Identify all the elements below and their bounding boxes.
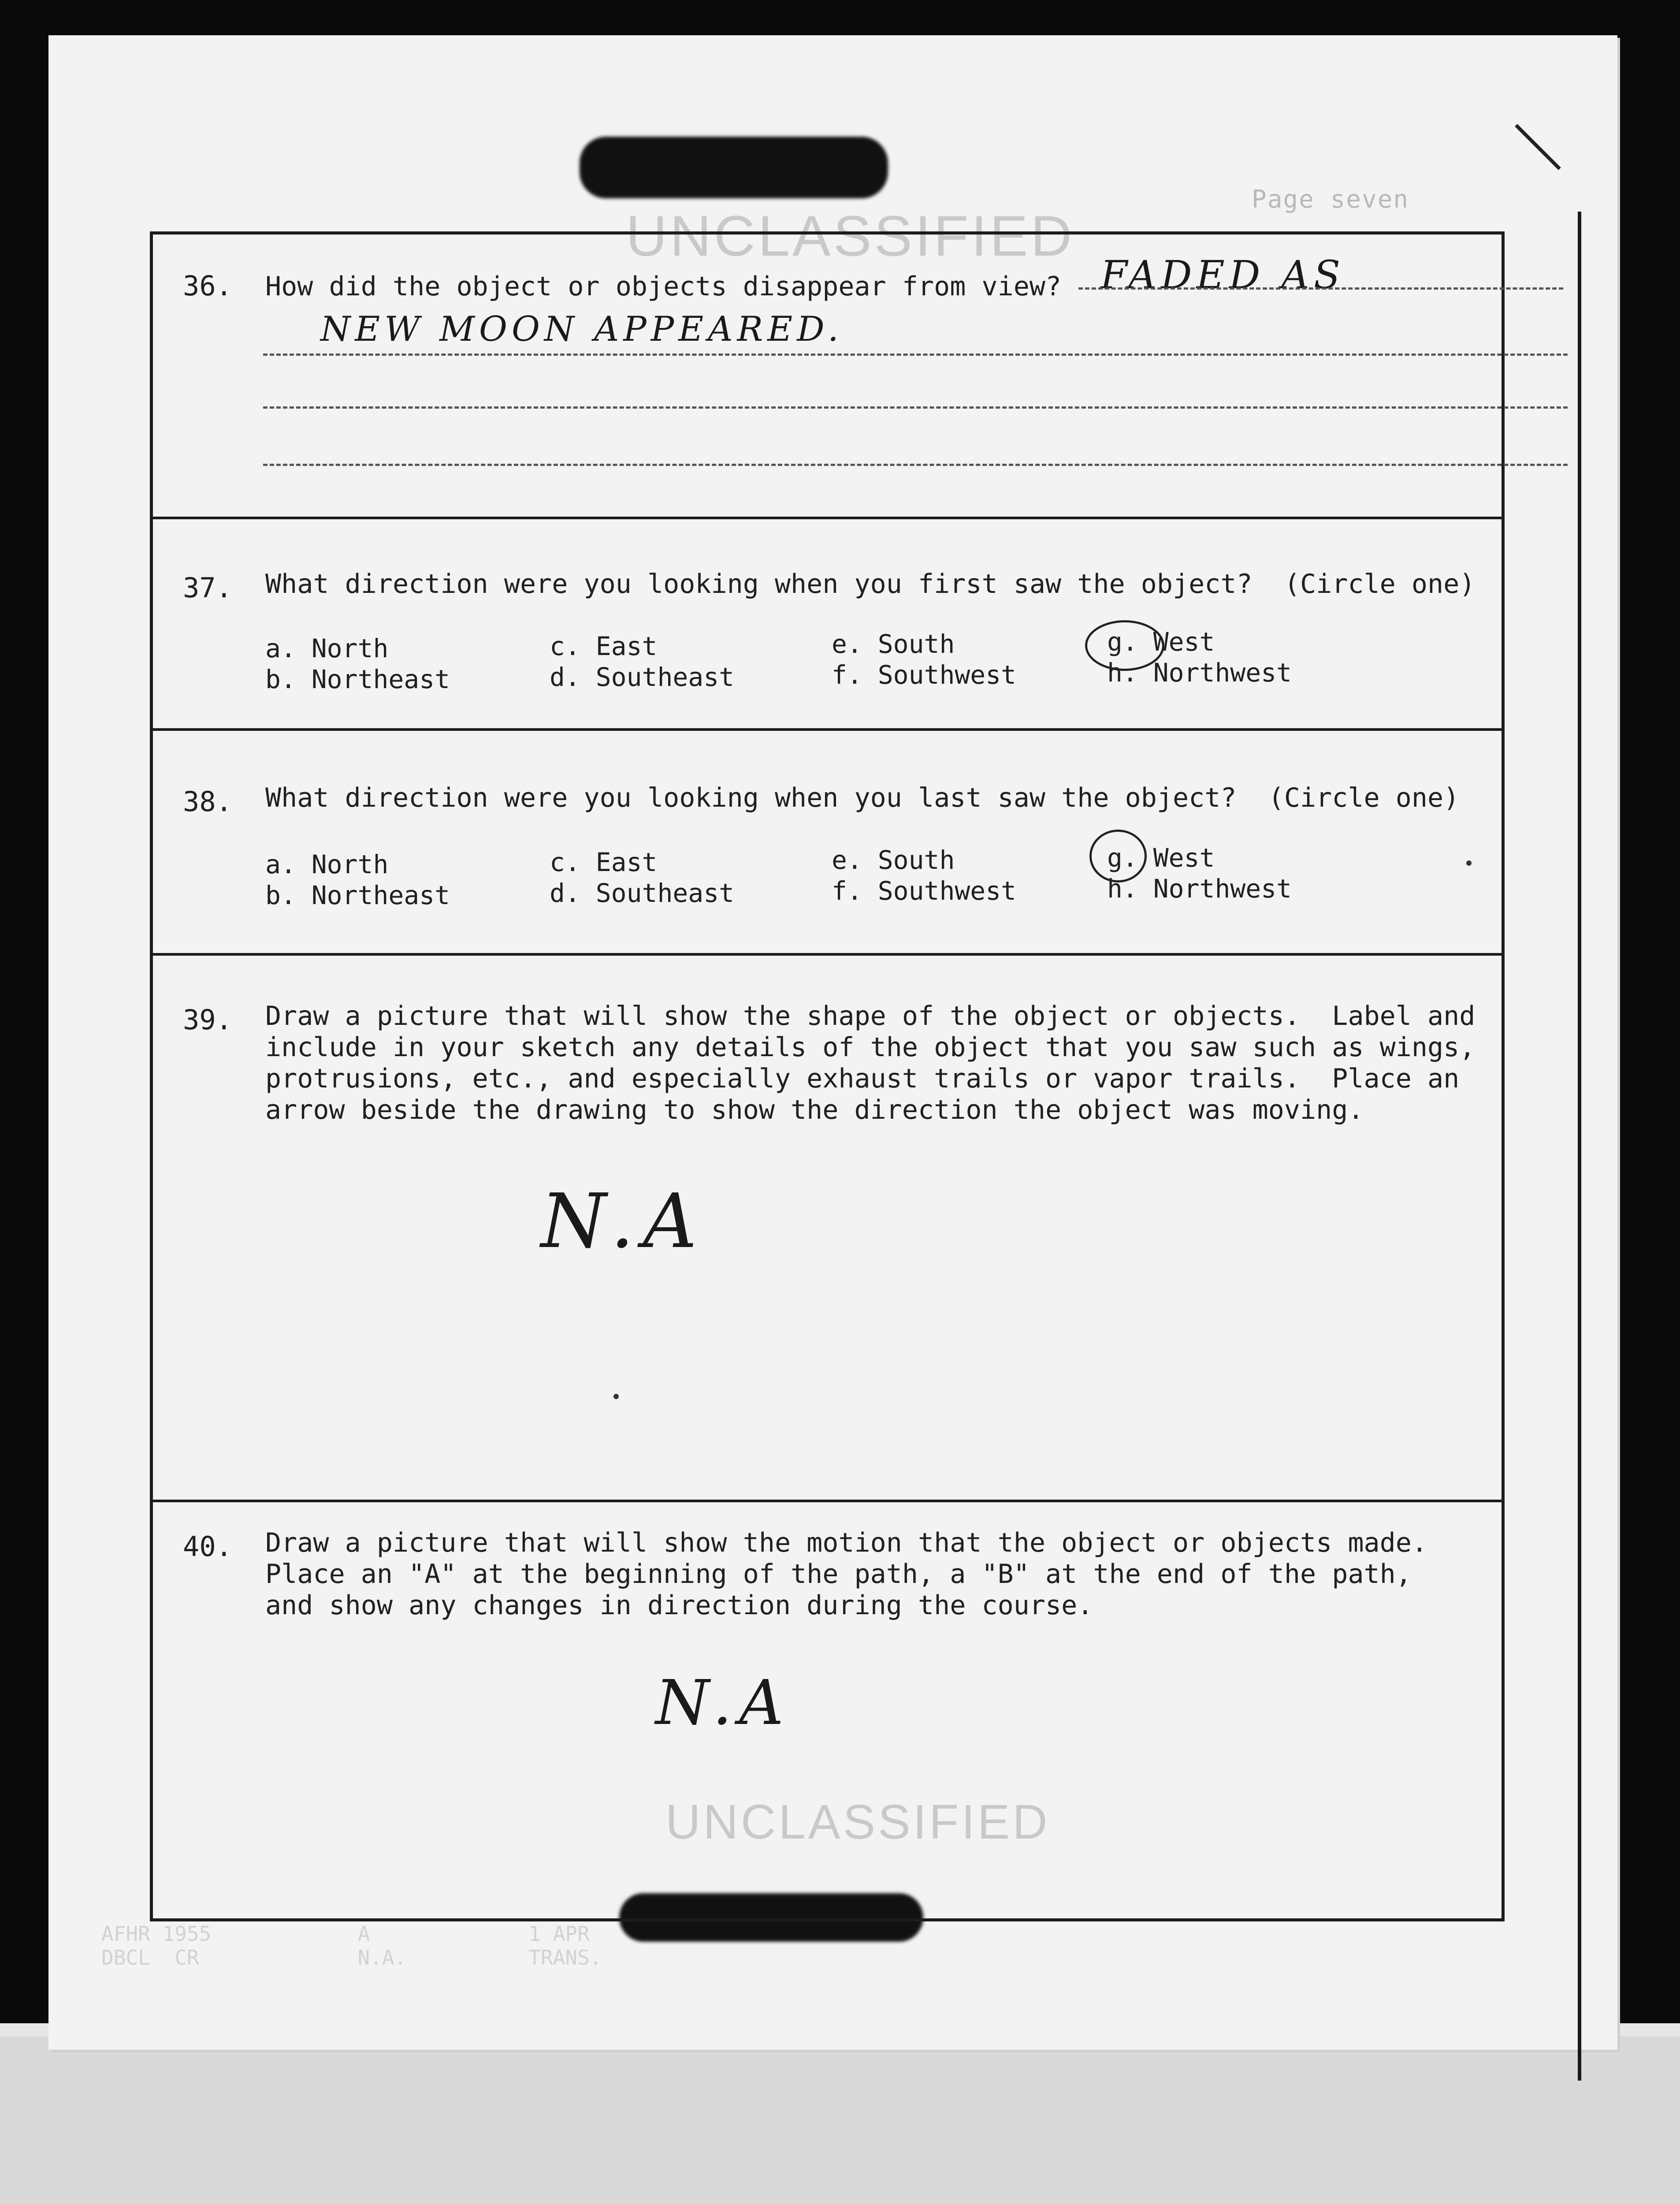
redaction-top (580, 137, 888, 198)
option-e[interactable]: e. South (832, 629, 955, 659)
questionnaire-form (150, 231, 1505, 1921)
option-d[interactable]: d. Southeast (550, 878, 735, 908)
question-number: 39. (183, 1004, 232, 1036)
question-39-section (153, 953, 1502, 1502)
question-text: How did the object or objects disappear from view? (265, 271, 1062, 302)
classification-stamp-top: UNCLASSIFIED (626, 204, 1075, 268)
option-a[interactable]: a. North (265, 633, 389, 663)
answer-line (263, 464, 1568, 466)
circled-answer-mark (1089, 830, 1147, 882)
question-text-line3: protrusions, etc., and especially exhaust trails or vapor trails. Place an (265, 1063, 1460, 1094)
question-text-line1: Draw a picture that will show the shape of the object or objects. Label and (265, 1001, 1476, 1031)
question-number: 38. (183, 786, 232, 818)
ink-speck (1466, 860, 1472, 866)
page-corner-fold (1515, 124, 1561, 170)
question-text: What direction were you looking when you first saw the object? (Circle one) (265, 569, 1476, 599)
question-number: 36. (183, 270, 232, 302)
question-text-line2: Place an "A" at the beginning of the path, a "B" at the end of the path, (265, 1559, 1412, 1590)
option-d[interactable]: d. Southeast (550, 662, 735, 692)
answer-line (1078, 287, 1563, 290)
option-b[interactable]: b. Northeast (265, 664, 450, 694)
option-e[interactable]: e. South (832, 845, 955, 875)
question-38-section (153, 728, 1502, 956)
classification-stamp-bottom: UNCLASSIFIED (665, 1795, 1050, 1849)
question-37-section (153, 517, 1502, 731)
handwritten-answer-line2: NEW MOON APPEARED. (320, 309, 843, 349)
option-h[interactable]: h. Northwest (1107, 658, 1292, 688)
question-number: 40. (183, 1530, 232, 1563)
option-h[interactable]: h. Northwest (1107, 874, 1292, 904)
page-right-border (1578, 212, 1581, 2081)
faint-footer-text: AFHR 1955 A 1 APR DBCL CR N.A. TRANS. (101, 1922, 602, 1969)
option-c[interactable]: c. East (550, 847, 658, 877)
handwritten-answer: N.A (541, 1178, 706, 1265)
document-page (48, 35, 1617, 2050)
ink-speck (613, 1394, 619, 1399)
handwritten-answer-line1: FADED AS (1100, 252, 1345, 298)
page-number: Page seven (1252, 185, 1409, 214)
film-margin-lower (0, 2036, 1680, 2204)
question-40-section (153, 1500, 1502, 1918)
option-a[interactable]: a. North (265, 849, 389, 879)
handwritten-answer: N.A (655, 1667, 791, 1739)
option-c[interactable]: c. East (550, 631, 658, 661)
option-b[interactable]: b. Northeast (265, 880, 450, 910)
question-text-line3: and show any changes in direction during the course. (265, 1590, 1093, 1621)
answer-line (263, 354, 1568, 356)
question-text: What direction were you looking when you last saw the object? (Circle one) (265, 782, 1460, 813)
option-f[interactable]: f. Southwest (832, 660, 1017, 690)
option-g[interactable]: g. West (1107, 627, 1215, 657)
circled-answer-mark (1085, 620, 1164, 671)
question-text-line4: arrow beside the drawing to show the direction the object was moving. (265, 1095, 1364, 1125)
question-text-line2: include in your sketch any details of the object that you saw such as wings, (265, 1032, 1476, 1063)
question-36-section (153, 235, 1502, 519)
option-f[interactable]: f. Southwest (832, 876, 1017, 906)
question-text-line1: Draw a picture that will show the motion that the object or objects made. (265, 1527, 1427, 1558)
question-number: 37. (183, 572, 232, 604)
answer-line (263, 406, 1568, 409)
option-g[interactable]: g. West (1107, 843, 1215, 873)
